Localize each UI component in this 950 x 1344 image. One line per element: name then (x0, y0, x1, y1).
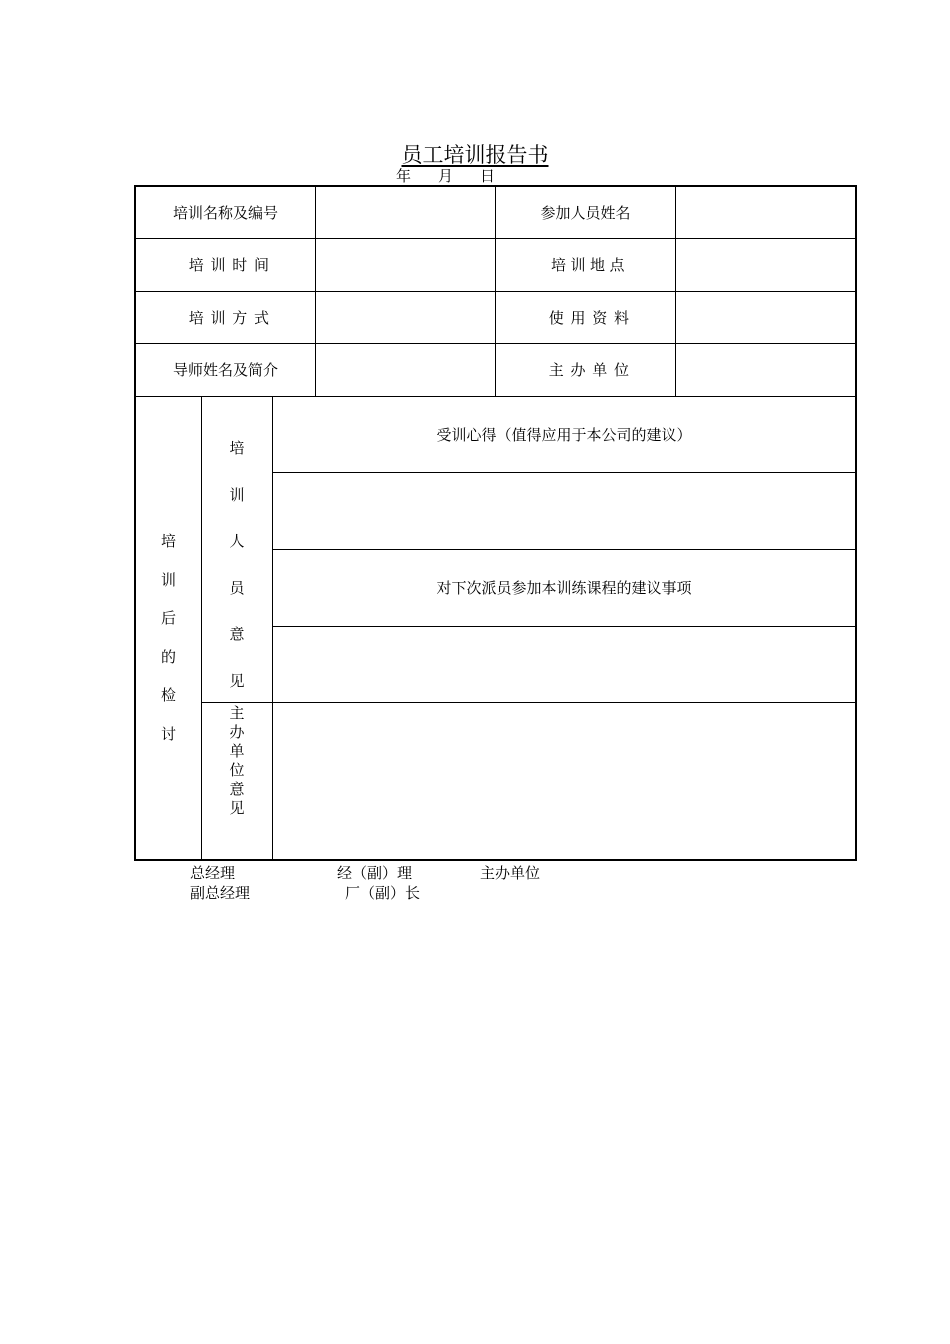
field-training-time[interactable] (316, 239, 495, 291)
sign-factory-head: 厂（副）长 (345, 884, 421, 902)
label-organizer-opinion (202, 704, 272, 818)
heading-next-suggestions: 对下次派员参加本训练课程的建议事项 (436, 579, 692, 597)
label-training-location: 培训地点 (550, 256, 629, 274)
vertical-char: 单 (229, 742, 245, 760)
field-training-location[interactable] (676, 239, 855, 291)
vertical-char: 后 (160, 609, 176, 627)
field-materials-used[interactable] (676, 292, 855, 343)
vertical-char: 位 (229, 761, 245, 779)
field-training-name[interactable] (316, 187, 495, 238)
label-training-method: 培训方式 (188, 308, 276, 327)
vertical-char: 意 (229, 625, 245, 643)
vertical-char: 员 (229, 578, 245, 597)
field-organizer[interactable] (676, 344, 855, 396)
label-trainee-opinion (202, 425, 272, 704)
vertical-char: 人 (229, 532, 245, 550)
label-materials-used: 使用资料 (548, 308, 636, 327)
vertical-char: 意 (229, 780, 245, 798)
table-border-right (855, 185, 857, 861)
label-instructor: 导师姓名及简介 (172, 361, 278, 379)
field-instructor[interactable] (316, 344, 495, 396)
vertical-char: 见 (229, 671, 245, 690)
vertical-char: 培 (160, 532, 176, 550)
sign-organizer: 主办单位 (480, 864, 541, 882)
label-participant-name: 参加人员姓名 (540, 203, 631, 222)
sign-manager: 经（副）理 (337, 864, 413, 882)
heading-training-insights: 受训心得（值得应用于本公司的建议） (436, 425, 692, 444)
label-training-name: 培训名称及编号 (172, 203, 278, 222)
vertical-char: 培 (229, 439, 245, 457)
date-month: 月 (438, 167, 454, 185)
vertical-char: 检 (160, 686, 176, 704)
date-day: 日 (480, 167, 496, 185)
vertical-char: 训 (160, 570, 176, 589)
field-next-suggestions[interactable] (273, 627, 855, 702)
vertical-char: 训 (229, 485, 245, 504)
vertical-char: 见 (229, 799, 245, 817)
sign-deputy-general-manager: 副总经理 (190, 884, 251, 902)
field-training-insights[interactable] (273, 473, 855, 549)
table-border-bottom (134, 859, 857, 861)
label-post-training-review (136, 522, 201, 753)
sign-general-manager: 总经理 (190, 864, 236, 882)
field-organizer-opinion[interactable] (273, 703, 855, 859)
page-title: 员工培训报告书 (401, 143, 549, 167)
vertical-char: 主 (229, 704, 245, 722)
vertical-char: 的 (160, 647, 176, 666)
label-organizer: 主办单位 (548, 361, 636, 379)
label-training-time: 培训时间 (188, 256, 276, 274)
vertical-char: 讨 (160, 724, 176, 743)
vertical-char: 办 (229, 723, 245, 741)
field-training-method[interactable] (316, 292, 495, 343)
field-participant-name[interactable] (676, 187, 855, 238)
date-year: 年 (396, 167, 412, 185)
